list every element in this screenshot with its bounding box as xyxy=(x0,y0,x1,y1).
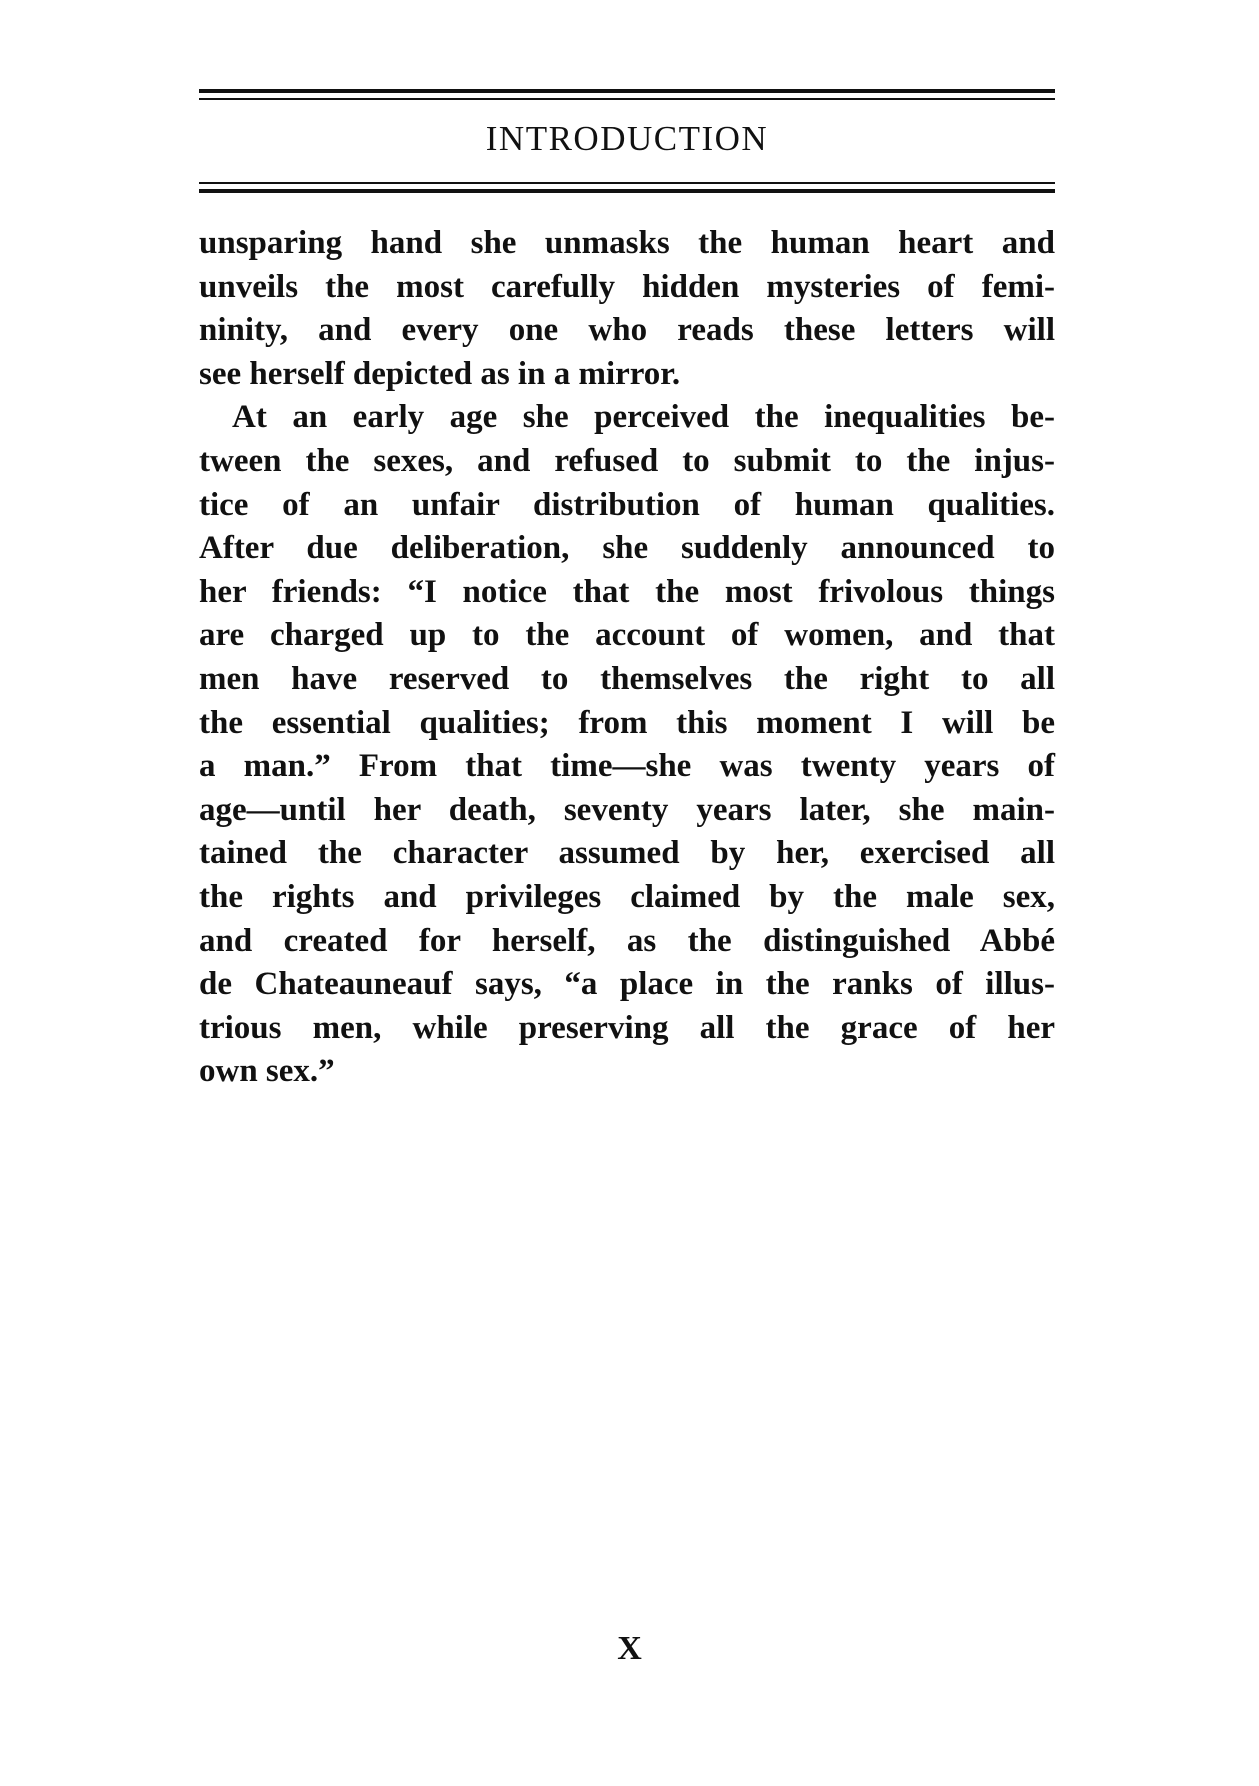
header-rule-bottom-thin xyxy=(199,182,1055,184)
header-rule-top xyxy=(199,89,1055,100)
text-line: unveils the most carefully hidden mysteries of femi- xyxy=(199,268,1055,305)
text-line: ninity, and every one who reads these letters will xyxy=(199,312,1055,349)
text-line: de Chateauneauf says, “a place in the ranks of illus- xyxy=(199,966,1055,1003)
text-line: age—until her death, seventy years later, she main- xyxy=(199,791,1055,828)
body-text xyxy=(199,222,1055,1094)
header-rule-top-thick xyxy=(199,89,1055,93)
text-line: men have reserved to themselves the right to all xyxy=(199,660,1055,697)
header-rule-bottom-thick xyxy=(199,189,1055,193)
text-line: are charged up to the account of women, and that xyxy=(199,617,1055,654)
text-line: After due deliberation, she suddenly announced to xyxy=(199,530,1055,567)
text-line: unsparing hand she unmasks the human heart and xyxy=(199,225,1055,261)
text-line: her friends: “I notice that the most frivolous things xyxy=(199,573,1055,610)
text-line: and created for herself, as the distinguished Abbé xyxy=(199,922,1055,959)
text-line: trious men, while preserving all the grace of her xyxy=(199,1009,1055,1046)
page-number: X xyxy=(617,1630,642,1667)
text-line: the rights and privileges claimed by the male sex, xyxy=(199,878,1055,915)
text-line: tween the sexes, and refused to submit to the injus- xyxy=(199,442,1055,479)
text-line: see herself depicted as in a mirror. xyxy=(199,355,681,392)
header-rule-top-thin xyxy=(199,98,1055,100)
text-line: At an early age she perceived the inequalities be- xyxy=(232,399,1055,436)
header-rule-bottom xyxy=(199,182,1055,193)
text-line: the essential qualities; from this moment I will be xyxy=(199,704,1055,741)
running-title: INTRODUCTION xyxy=(485,119,769,158)
text-line: tice of an unfair distribution of human qualities. xyxy=(199,486,1055,523)
text-line: own sex.” xyxy=(199,1053,335,1090)
text-line: tained the character assumed by her, exercised all xyxy=(199,835,1055,872)
text-line: a man.” From that time—she was twenty years of xyxy=(199,748,1055,785)
